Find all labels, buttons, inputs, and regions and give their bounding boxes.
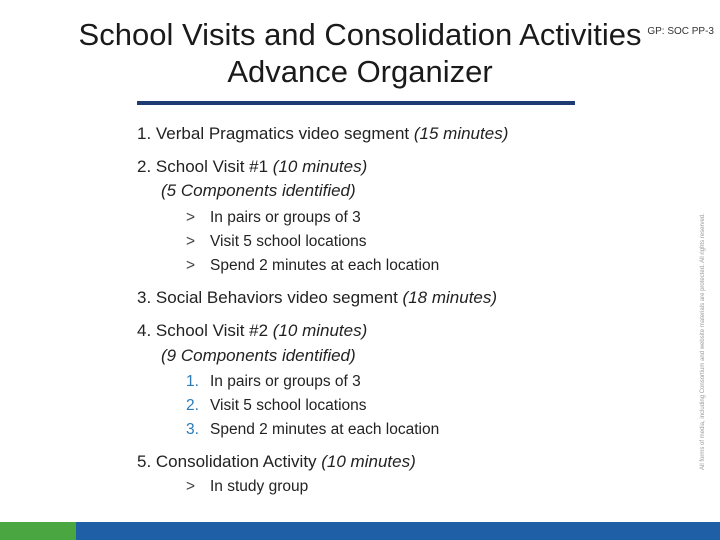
agenda-item-5 — [137, 450, 416, 474]
bullet-marker: > — [186, 478, 196, 495]
title-underline — [137, 101, 575, 105]
footer-bar — [0, 522, 720, 540]
sub-item-text: In study group — [210, 478, 309, 495]
number-marker: 1. — [186, 373, 199, 390]
sub-item-text: In pairs or groups of 3 — [210, 373, 361, 390]
agenda-item-2-detail — [161, 179, 356, 203]
bullet-marker: > — [186, 257, 196, 274]
item-label: 3. Social Behaviors video segment — [137, 288, 403, 307]
item-label: 5. Consolidation Activity — [137, 452, 322, 471]
slide-code: GP: SOC PP-3 — [647, 26, 714, 37]
agenda-item-4 — [137, 319, 367, 343]
sub-item — [186, 254, 439, 278]
agenda-item-4-detail — [161, 344, 356, 368]
slide-title — [0, 16, 720, 90]
sub-item-text: Spend 2 minutes at each location — [210, 421, 440, 438]
item-detail: (5 Components identified) — [161, 181, 356, 200]
number-marker: 3. — [186, 421, 199, 438]
agenda-item-2 — [137, 155, 367, 179]
sub-item-text: In pairs or groups of 3 — [210, 209, 361, 226]
sub-item — [186, 394, 367, 418]
agenda-item-1 — [137, 122, 508, 146]
sub-item — [186, 475, 308, 499]
item-detail: (9 Components identified) — [161, 346, 356, 365]
sub-item — [186, 370, 361, 394]
number-marker: 2. — [186, 397, 199, 414]
bullet-marker: > — [186, 209, 196, 226]
sub-item-text: Spend 2 minutes at each location — [210, 257, 440, 274]
sub-item-text: Visit 5 school locations — [210, 397, 367, 414]
footer-accent — [0, 522, 76, 540]
sub-item — [186, 418, 439, 442]
sub-item — [186, 206, 361, 230]
title-line-2: Advance Organizer — [227, 54, 493, 89]
item-label: 4. School Visit #2 — [137, 321, 273, 340]
item-duration: (10 minutes) — [272, 321, 368, 340]
title-line-1: School Visits and Consolidation Activities — [78, 17, 642, 52]
agenda-item-3 — [137, 286, 497, 310]
item-label: 1. Verbal Pragmatics video segment — [137, 124, 414, 143]
sub-item — [186, 230, 367, 254]
item-duration: (15 minutes) — [413, 124, 509, 143]
item-label: 2. School Visit #1 — [137, 157, 273, 176]
copyright-notice: All forms of media, including Consortium and website materials are protected. All rights reserved. — [700, 213, 706, 470]
bullet-marker: > — [186, 233, 196, 250]
sub-item-text: Visit 5 school locations — [210, 233, 367, 250]
item-duration: (18 minutes) — [402, 288, 498, 307]
item-duration: (10 minutes) — [272, 157, 368, 176]
item-duration: (10 minutes) — [321, 452, 416, 471]
